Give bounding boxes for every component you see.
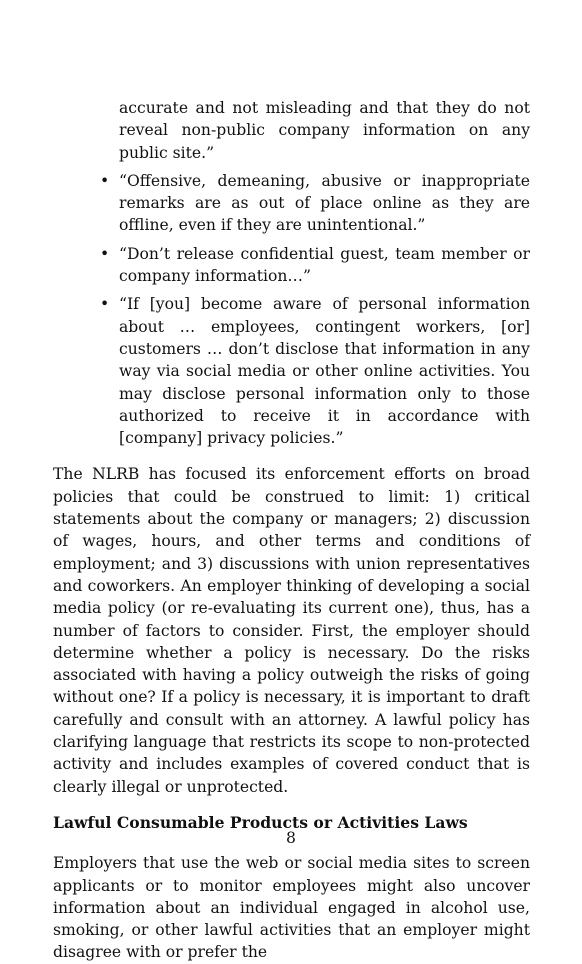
bullet-text: “Offensive, demeaning, abusive or inappropriate remarks are as out of place online as they are offline, even if they are unintentional.” — [119, 171, 530, 235]
section-heading: Lawful Consumable Products or Activities Laws — [53, 812, 468, 832]
bullet-text: “Don’t release confidential guest, team member or company information…” — [119, 244, 530, 286]
bullet-marker: • — [100, 295, 110, 314]
quote-continuation: accurate and not misleading and that they do not reveal non-public company information on any public site.” — [119, 99, 530, 162]
body-paragraph: Employers that use the web or social media sites to screen applicants or to monitor employees might also uncover information about an individual engaged in alcohol use, smoking, or other lawful activities that an employer might disagree with or prefer the — [53, 854, 530, 962]
bullet-item — [53, 293, 530, 449]
body-paragraph: The NLRB has focused its enforcement efforts on broad policies that could be construed to limit: 1) critical statements about the company or managers; 2) discussion of wages, hours, and other terms and conditions of employment; and 3) discussions with union representatives and coworkers. An employer thinking of developing a social media policy (or re-evaluating its current one), thus, has a number of factors to consider. First, the employer should determine whether a policy is necessary. Do the risks associated with having a policy outweigh the risks of going without one? If a policy is necessary, it is important to draft carefully and consult with an attorney. A lawful policy has clarifying language that restricts its scope to non-protected activity and includes examples of covered conduct that is clearly illegal or unprotected. — [53, 465, 530, 796]
quote-bullet-list — [53, 170, 530, 450]
bullet-item — [53, 243, 530, 288]
bullet-marker: • — [100, 171, 110, 190]
page-number: 8 — [286, 829, 296, 847]
bullet-text: “If [you] become aware of personal information about … employees, contingent workers, [or] customers … don’t disclose that information in any way via social media or other online activities. You may disclose personal information only to those authorized to receive it in accordance with [company] privacy policies.” — [119, 295, 530, 448]
bullet-item — [53, 170, 530, 237]
bullet-marker: • — [100, 244, 110, 263]
